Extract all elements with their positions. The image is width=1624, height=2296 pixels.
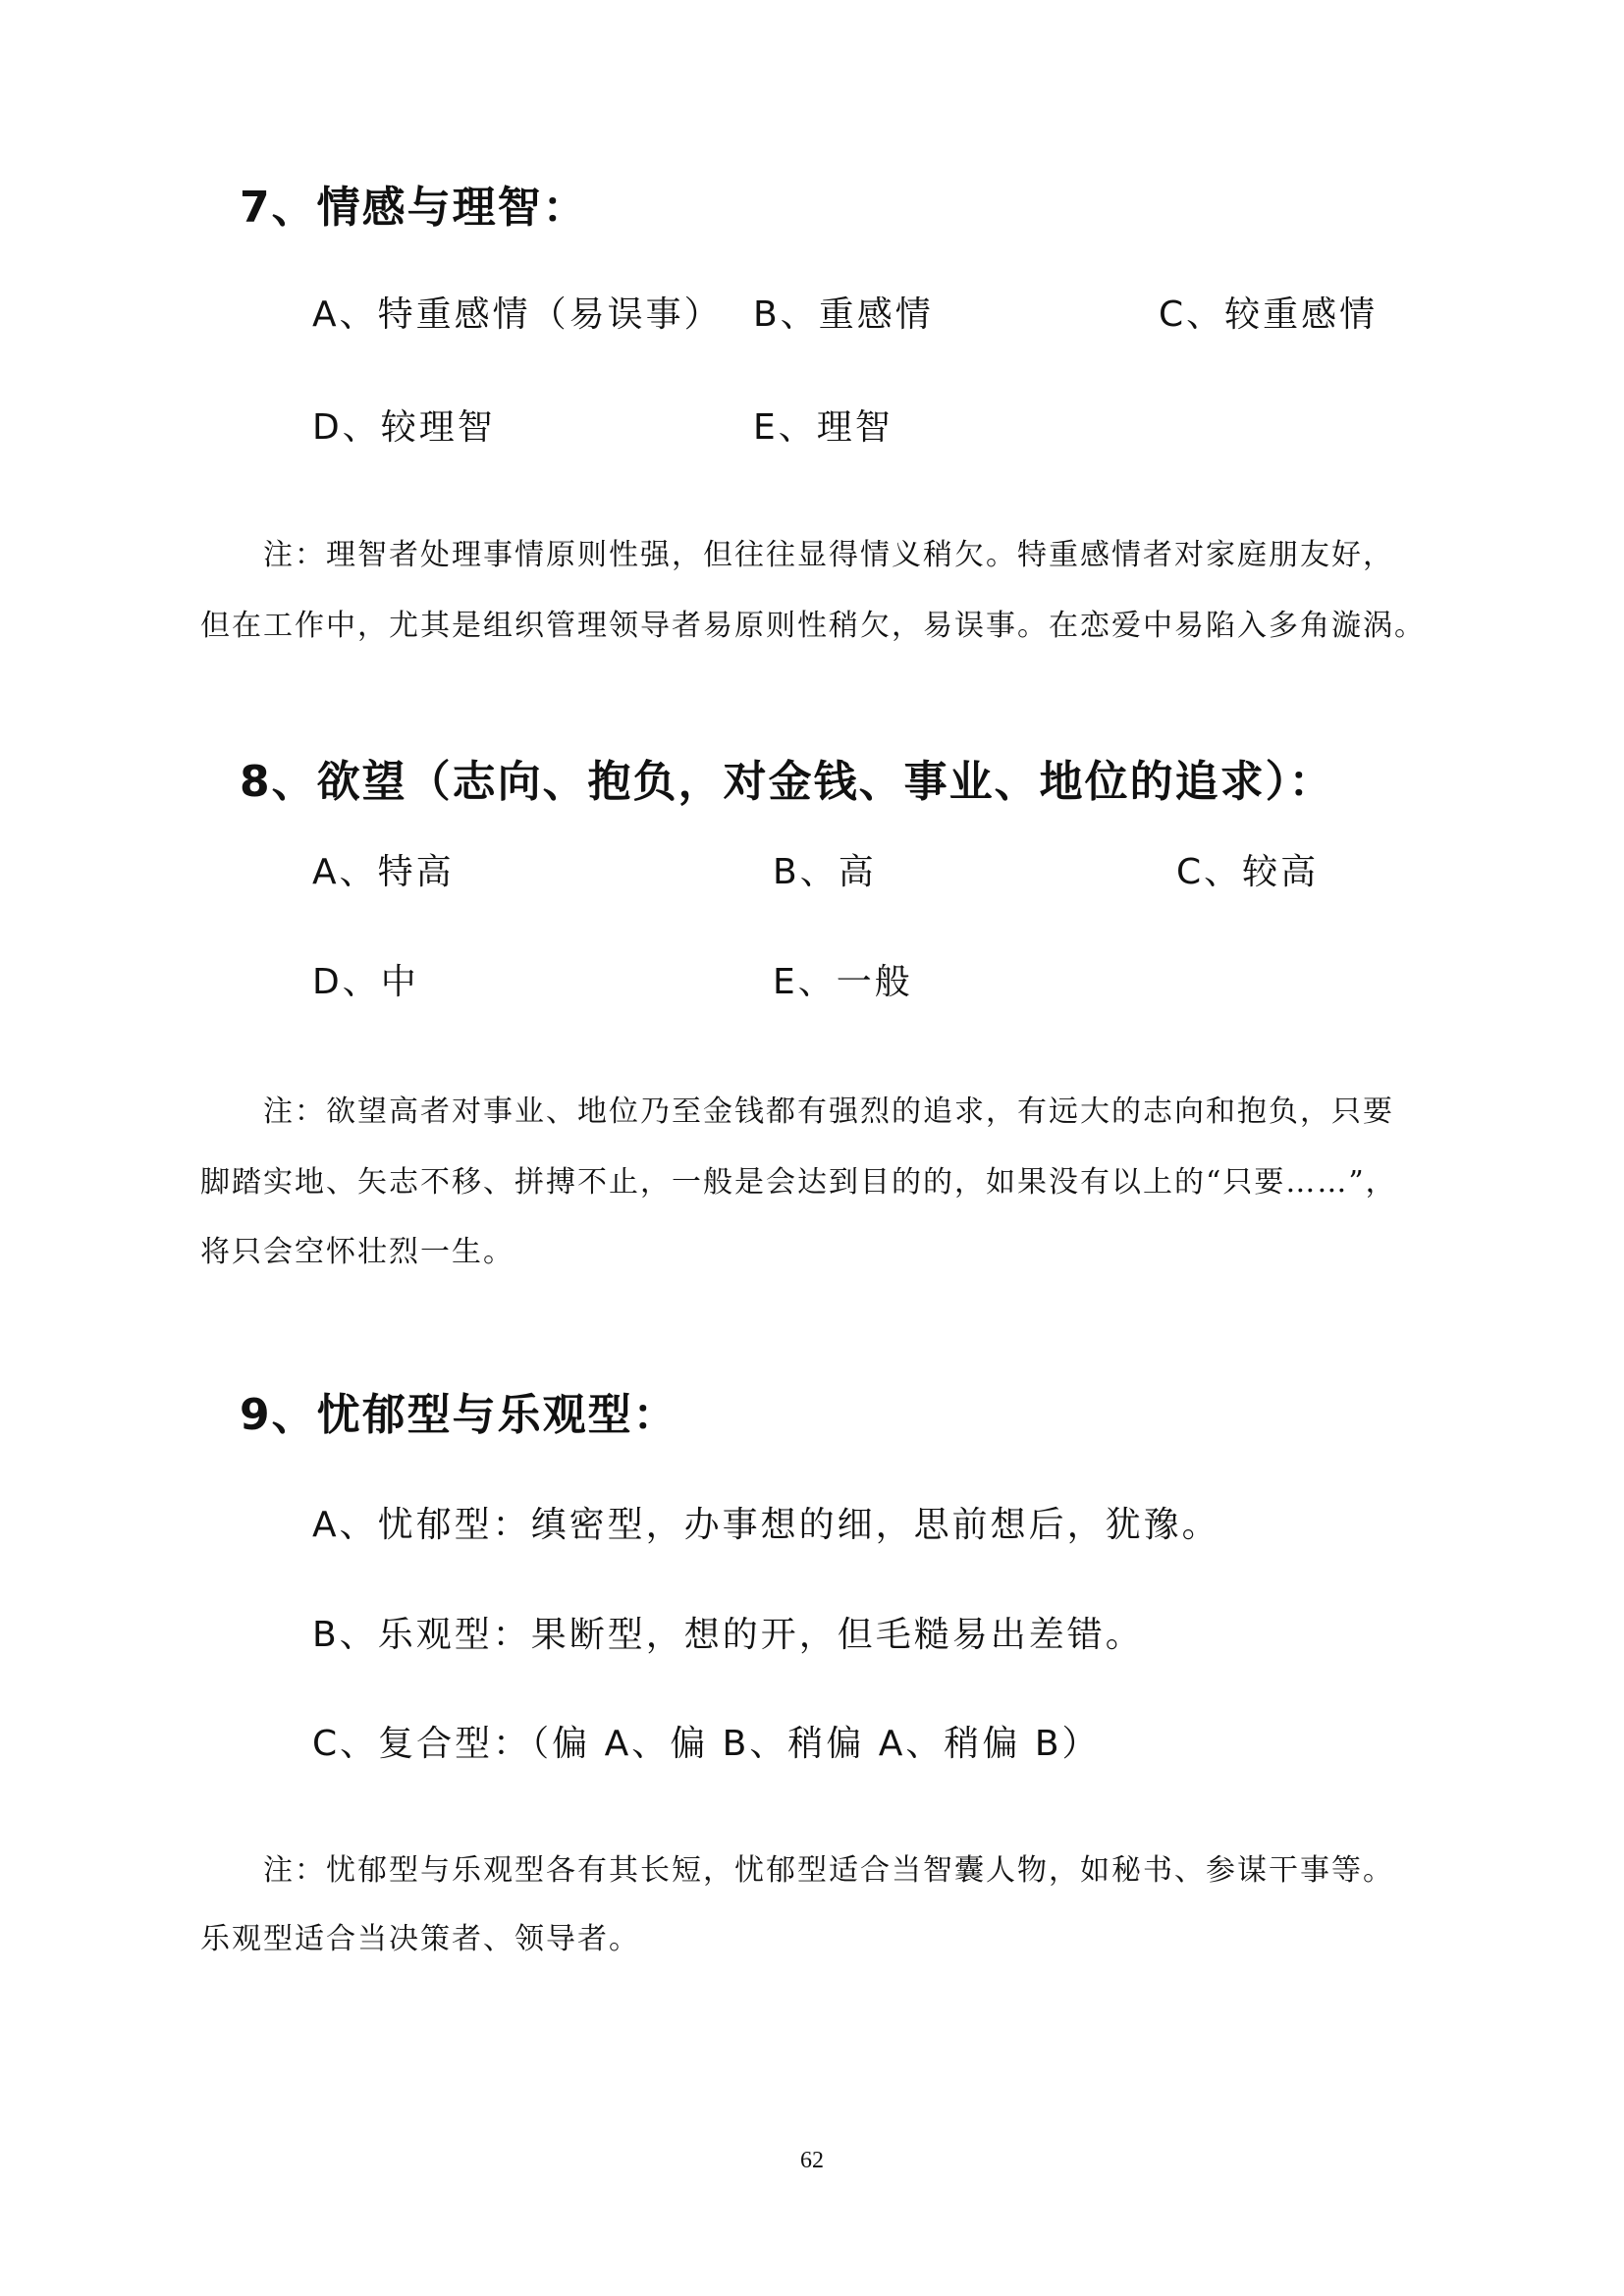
section-9-option-c: C、复合型：（偏 A、偏 B、稍偏 A、稍偏 B） — [312, 1724, 1101, 1764]
section-9-note-label: 注： — [263, 1853, 326, 1888]
section-8-note-line-1: 欲望高者对事业、地位乃至金钱都有强烈的追求，有远大的志向和抱负，只要 — [326, 1095, 1394, 1129]
section-8-option-a: A、特高 — [312, 852, 455, 892]
section-8-note-label: 注： — [263, 1095, 326, 1129]
section-7-option-d: D、较理智 — [312, 407, 496, 448]
section-8-option-d: D、中 — [312, 962, 419, 1002]
section-8-option-b: B、高 — [773, 852, 877, 892]
section-8-option-c: C、较高 — [1176, 852, 1320, 892]
section-7-option-e: E、理智 — [753, 407, 893, 448]
section-8-note-line-3: 将只会空怀壮烈一生。 — [200, 1235, 514, 1269]
section-7-note-line-2: 但在工作中，尤其是组织管理领导者易原则性稍欠，易误事。在恋爱中易陷入多角漩涡。 — [200, 609, 1426, 643]
section-7-heading: 7、情感与理智： — [240, 183, 588, 233]
section-7-note-line-1: 理智者处理事情原则性强，但往往显得情义稍欠。特重感情者对家庭朋友好， — [326, 538, 1394, 572]
section-7-option-a: A、特重感情（易误事） — [312, 294, 723, 335]
section-8-option-e: E、一般 — [773, 962, 913, 1002]
section-9-heading: 9、忧郁型与乐观型： — [240, 1390, 678, 1440]
section-8-note-line-2: 脚踏实地、矢志不移、拼搏不止，一般是会达到目的的，如果没有以上的“只要……”， — [200, 1165, 1397, 1200]
section-9-option-b: B、乐观型：果断型，想的开，但毛糙易出差错。 — [312, 1615, 1144, 1655]
section-7-option-c: C、较重感情 — [1159, 294, 1379, 335]
section-9-option-a: A、忧郁型：缜密型，办事想的细，思前想后，犹豫。 — [312, 1505, 1220, 1545]
section-8-heading: 8、欲望（志向、抱负，对金钱、事业、地位的追求）： — [240, 757, 1334, 807]
section-7-note-label: 注： — [263, 538, 326, 572]
section-9-note-line-2: 乐观型适合当决策者、领导者。 — [200, 1922, 640, 1956]
page-number: 62 — [800, 2148, 824, 2173]
section-7-option-b: B、重感情 — [753, 294, 934, 335]
section-9-note-line-1: 忧郁型与乐观型各有其长短，忧郁型适合当智囊人物，如秘书、参谋干事等。 — [326, 1853, 1394, 1888]
